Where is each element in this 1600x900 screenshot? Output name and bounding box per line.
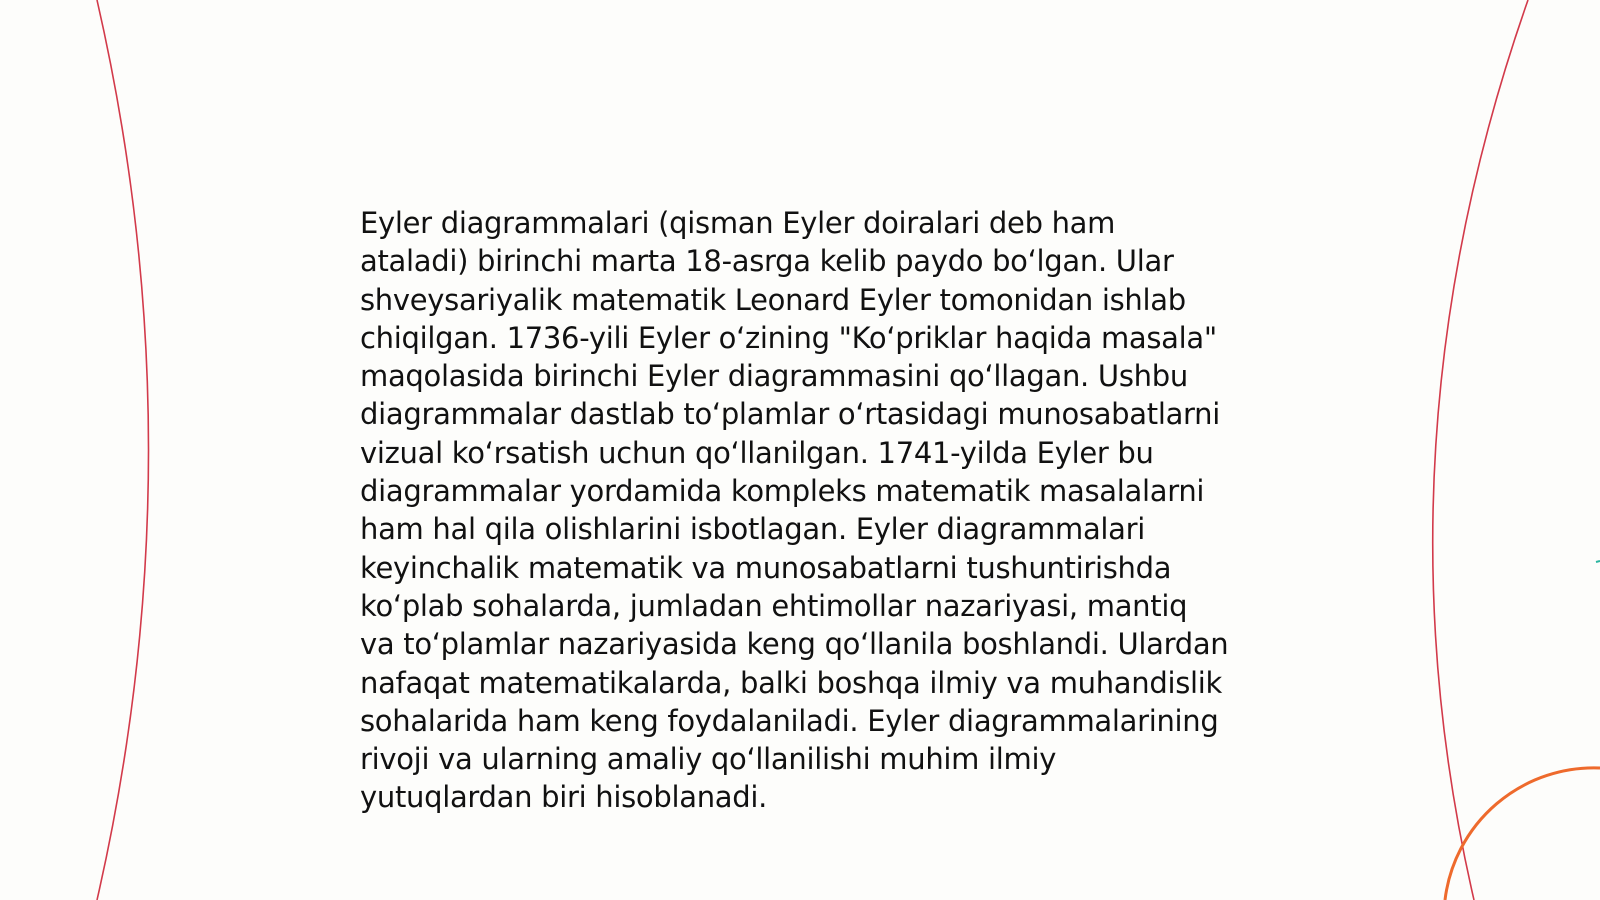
orange-arc — [1445, 768, 1600, 900]
right-curve-line — [1433, 0, 1528, 900]
body-paragraph: Eyler diagrammalari (qisman Eyler doiralari deb ham ataladi) birinchi marta 18-asrga kelib paydo boʻlgan. Ular shveysariyalik matematik Leonard Eyler tomonidan ishlab chiqilgan. 1736-yili Eyler oʻzining "Koʻpriklar haqida masala" maqolasida birinchi Eyler diagrammasini qoʻllagan. Ushbu diagrammalar dastlab toʻplamlar oʻrtasidagi munosabatlarni vizual koʻrsatish uchun qoʻllanilgan. 1741-yilda Eyler bu diagrammalar yordamida kompleks matematik masalalarni ham hal qila olishlarini isbotlagan. Eyler diagrammalari keyinchalik matematik va munosabatlarni tushuntirishda koʻplab sohalarda, jumladan ehtimollar nazariyasi, mantiq va toʻplamlar nazariyasida keng qoʻllanila boshlandi. Ulardan nafaqat matematikalarda, balki boshqa ilmiy va muhandislik sohalarida ham keng foydalaniladi. Eyler diagrammalarining rivoji va ularning amaliy qoʻllanilishi muhim ilmiy yutuqlardan biri hisoblanadi. — [360, 206, 1229, 815]
teal-accent-mark — [1596, 561, 1600, 562]
left-curve-line — [97, 0, 149, 900]
